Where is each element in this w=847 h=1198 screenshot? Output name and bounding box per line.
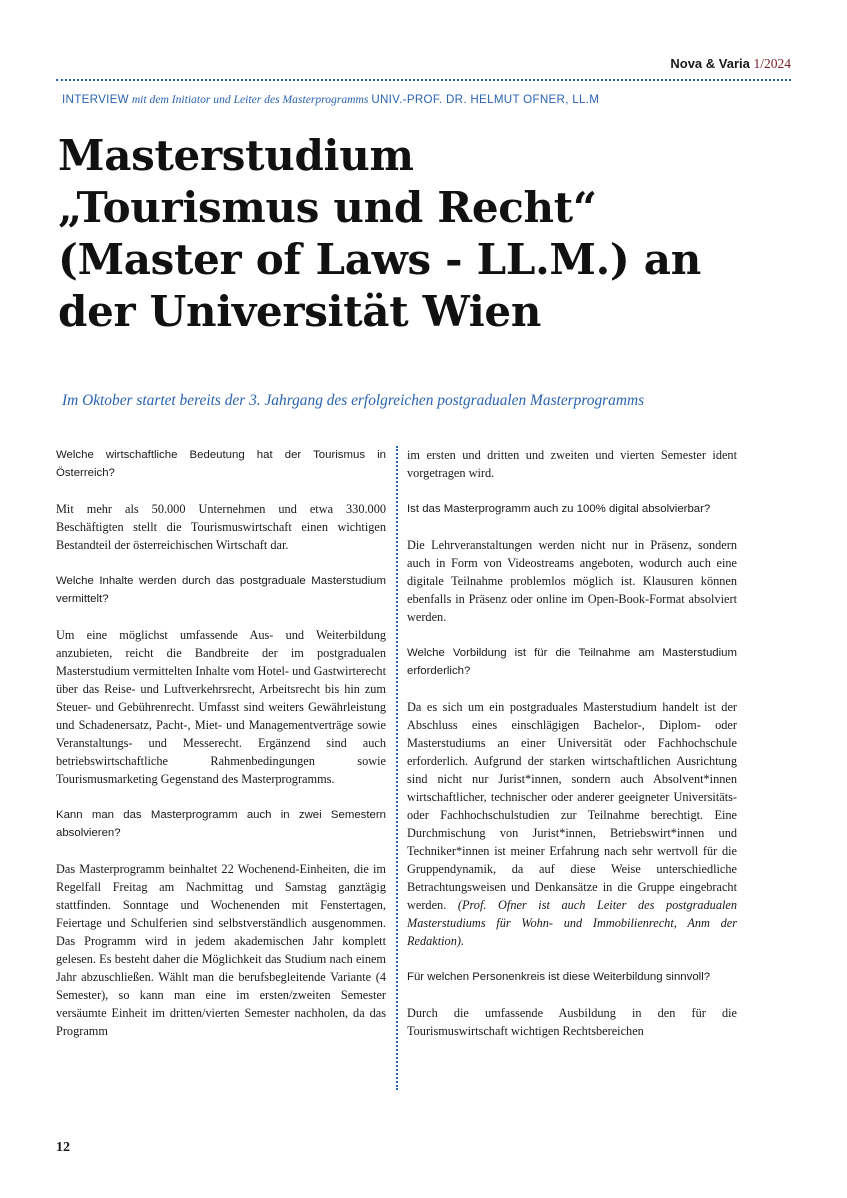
question: Kann man das Masterprogramm auch in zwei Semestern absolvieren?	[56, 809, 386, 839]
issue-number: 1/2024	[753, 56, 791, 71]
title-line: Masterstudium	[58, 131, 414, 180]
publication-name: Nova & Varia	[670, 56, 750, 71]
answer: Durch die umfassende Ausbildung in den für die Tourismuswirtschaft wichtigen Rechtsbereichen	[407, 1006, 737, 1038]
answer-continued: im ersten und dritten und zweiten und vierten Semester ident vorgetragen wird.	[407, 448, 737, 480]
question: Welche wirtschaftliche Bedeutung hat der Tourismus in Österreich?	[56, 449, 386, 479]
answer: Mit mehr als 50.000 Unternehmen und etwa 330.000 Beschäftigten stellt die Tourismuswirtschaft einen wichtigen Bestandteil der österreichischen Wirtschaft dar.	[56, 502, 386, 552]
interview-kicker	[62, 93, 802, 106]
answer-text: Da es sich um ein postgraduales Masterstudium handelt ist der Abschluss eines einschlägigen Bachelor-, Diplom- oder Masterstudiums an einer Universität oder Fachhochschule erforderlich. Aufgrund der starken wirtschaftlichen Ausrichtung sind nicht nur Jurist*innen, sondern auch Absolvent*innen wirtschaftlicher, technischer oder anderer geeigneter Universitäts- oder Fachhochschulstudien zur Teilnahme berechtigt. Eine Durchmischung von Jurist*innen, Betriebswirt*innen und Techniker*innen ist meiner Erfahrung nach sehr wertvoll für die Gruppendynamik, da auf diese Weise unterschiedliche Betrachtungsweisen und Denkansätze in die Gruppe eingebracht werden.	[407, 700, 737, 912]
question: Ist das Masterprogramm auch zu 100% digital absolvierbar?	[407, 503, 711, 515]
title-line: (Master of Laws - LL.M.) an	[58, 235, 701, 284]
article-lead: Im Oktober startet bereits der 3. Jahrgang des erfolgreichen postgradualen Masterprogramms	[62, 392, 645, 409]
editor-note: (Prof. Ofner ist auch Leiter des postgradualen Masterstudiums für Wohn- und Immobilienrecht, Anm der Redaktion).	[407, 898, 737, 948]
answer: Das Masterprogramm beinhaltet 22 Wochenend-Einheiten, die im Regelfall Freitag am Nachmittag und Samstag ganztägig stattfinden. Sonntage und Wochenenden mit Fenstertagen, Feiertage und Schulferien sind selbstverständlich ausgenommen. Das Programm wird in jedem akademischen Jahr komplett gelesen. Es besteht daher die Möglichkeit das Studium nach einem Jahr abzuschließen. Wählt man die berufsbegleitende Variante (4 Semester), so kann man eine im ersten/zweiten Semester versäumte Einheit im dritten/vierten Semester nachholen, da das Programm	[56, 862, 386, 1038]
header-divider	[56, 79, 791, 81]
column-divider	[396, 446, 398, 1090]
answer: Die Lehrveranstaltungen werden nicht nur in Präsenz, sondern auch in Form von Videostreams angeboten, wodurch auch eine digitale Teilnahme problemlos möglich ist. Klausuren können ebenfalls in Präsenz oder online im Open-Book-Format absolviert werden.	[407, 538, 737, 624]
answer	[407, 698, 737, 950]
kicker-text: mit dem Initiator und Leiter des Masterprogramms	[131, 93, 369, 106]
running-header	[670, 56, 791, 72]
answer: Um eine möglichst umfassende Aus- und Weiterbildung anzubieten, reicht die Bandbreite der im postgradualen Masterstudium vermittelten Inhalte vom Hotel- und Gastwirterecht über das Reise- und Luftverkehrsrecht, Arbeitsrecht bis hin zum Steuer- und Gebührenrecht. Umfasst sind weiters Gewährleistung und Schadenersatz, Pacht-, Miet- und Managementverträge sowie Veranstaltungs- und Messerecht. Ergänzend sind auch betriebswirtschaftliche Rahmenbedingungen sowie Tourismusmarketing Gegenstand des Masterprogramms.	[56, 628, 386, 786]
left-column	[56, 446, 386, 1058]
title-line: „Tourismus und Recht“	[58, 183, 597, 232]
article-title	[58, 130, 798, 338]
question: Welche Vorbildung ist für die Teilnahme am Masterstudium erforderlich?	[407, 647, 737, 677]
right-column	[407, 446, 737, 1058]
question: Welche Inhalte werden durch das postgraduale Masterstudium vermittelt?	[56, 575, 386, 605]
title-line: der Universität Wien	[58, 287, 542, 336]
question: Für welchen Personenkreis ist diese Weiterbildung sinnvoll?	[407, 971, 711, 983]
page-number: 12	[56, 1140, 70, 1155]
kicker-label: INTERVIEW	[62, 93, 129, 106]
kicker-person: UNIV.-PROF. DR. HELMUT OFNER, LL.M	[371, 93, 600, 106]
